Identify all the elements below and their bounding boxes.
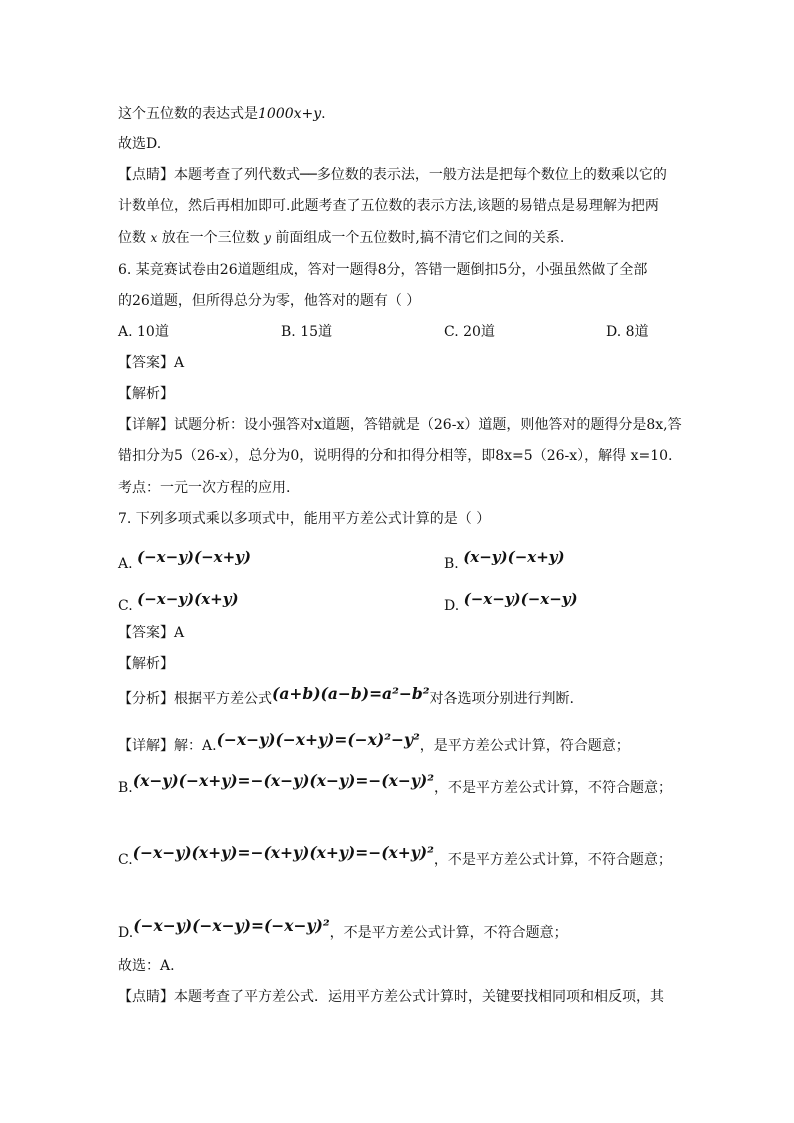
detail-line: 【详解】试题分析：设小强答对x道题，答错就是（26-x）道题，则他答对的题得分是8x,答 bbox=[118, 417, 682, 433]
kaodian-line: 考点：一元一次方程的应用. bbox=[118, 480, 291, 496]
dianjing-line: 【点睛】本题考查了平方差公式．运用平方差公式计算时，关键要找相同项和相反项，其 bbox=[118, 989, 664, 1005]
question-7-option-a: A. (−x−y)(−x+y) bbox=[118, 548, 251, 572]
detail-a-line: 【详解】解：A.(−x−y)(−x+y)=(−x)²−y²，是平方差公式计算，符合题意； bbox=[118, 730, 630, 754]
detail-c-line: C.(−x−y)(x+y)=−(x+y)(x+y)=−(x+y)²，不是平方差公式计算，不符合题意； bbox=[118, 843, 672, 868]
question-7-option-b: B. (x−y)(−x+y) bbox=[444, 548, 565, 572]
question-6-option-c: C. 20道 bbox=[444, 324, 495, 340]
math-expression: (x−y)(−x+y) bbox=[463, 548, 565, 566]
analysis-label: 【解析】 bbox=[118, 386, 174, 402]
dianjing-line: 【点睛】本题考查了列代数式──多位数的表示法，一般方法是把每个数位上的数乘以它的 bbox=[118, 167, 667, 183]
math-expression: (−x−y)(−x+y) bbox=[137, 548, 251, 566]
math-expression: (−x−y)(−x−y)=(−x−y)² bbox=[133, 916, 330, 935]
question-6-option-b: B. 15道 bbox=[281, 324, 333, 340]
question-7-stem: 7. 下列多项式乘以多项式中，能用平方差公式计算的是（ ） bbox=[118, 511, 491, 527]
conclusion-line: 故选：A. bbox=[118, 958, 175, 974]
math-expression: (x−y)(−x+y)=−(x−y)(x−y)=−(x−y)² bbox=[132, 771, 434, 790]
question-6-option-d: D. 8道 bbox=[606, 324, 649, 340]
math-expression: (−x−y)(−x+y)=(−x)²−y² bbox=[216, 730, 420, 749]
detail-d-line: D.(−x−y)(−x−y)=(−x−y)²，不是平方差公式计算，不符合题意； bbox=[118, 916, 568, 941]
inline-math: 1000x+y bbox=[258, 106, 322, 122]
question-6-stem-cont: 的26道题，但所得总分为零，他答对的题有（ ） bbox=[118, 293, 421, 309]
question-6-option-a: A. 10道 bbox=[118, 324, 169, 340]
math-expression: (−x−y)(x+y)=−(x+y)(x+y)=−(x+y)² bbox=[132, 843, 434, 862]
text-line: 计数单位，然后再相加即可.此题考查了五位数的表示方法,该题的易错点是易理解为把两 bbox=[118, 198, 659, 214]
detail-b-line: B.(x−y)(−x+y)=−(x−y)(x−y)=−(x−y)²，不是平方差公式计算，不符合题意； bbox=[118, 771, 672, 796]
math-expression: (−x−y)(x+y) bbox=[137, 590, 239, 608]
question-7-option-c: C. (−x−y)(x+y) bbox=[118, 590, 239, 614]
math-expression: (−x−y)(−x−y) bbox=[463, 590, 578, 608]
analysis-label: 【解析】 bbox=[118, 656, 174, 672]
text-line: 这个五位数的表达式是1000x+y. bbox=[118, 106, 326, 122]
math-expression: (a+b)(a−b)=a²−b² bbox=[272, 684, 430, 703]
answer-label: 【答案】A bbox=[118, 355, 185, 371]
question-7-option-d: D. (−x−y)(−x−y) bbox=[444, 590, 578, 614]
answer-label: 【答案】A bbox=[118, 625, 185, 641]
detail-line: 错扣分为5（26-x），总分为0，说明得的分和扣得分相等，即8x=5（26-x），解得 x=10. bbox=[118, 448, 673, 464]
fenxi-line: 【分析】根据平方差公式(a+b)(a−b)=a²−b²对各选项分别进行判断. bbox=[118, 684, 574, 707]
question-6-stem: 6. 某竞赛试卷由26道题组成，答对一题得8分，答错一题倒扣5分，小强虽然做了全部 bbox=[118, 262, 648, 278]
text-line: 故选D. bbox=[118, 136, 162, 152]
text-line: 位数 x 放在一个三位数 y 前面组成一个五位数时,搞不清它们之间的关系. bbox=[118, 230, 565, 246]
